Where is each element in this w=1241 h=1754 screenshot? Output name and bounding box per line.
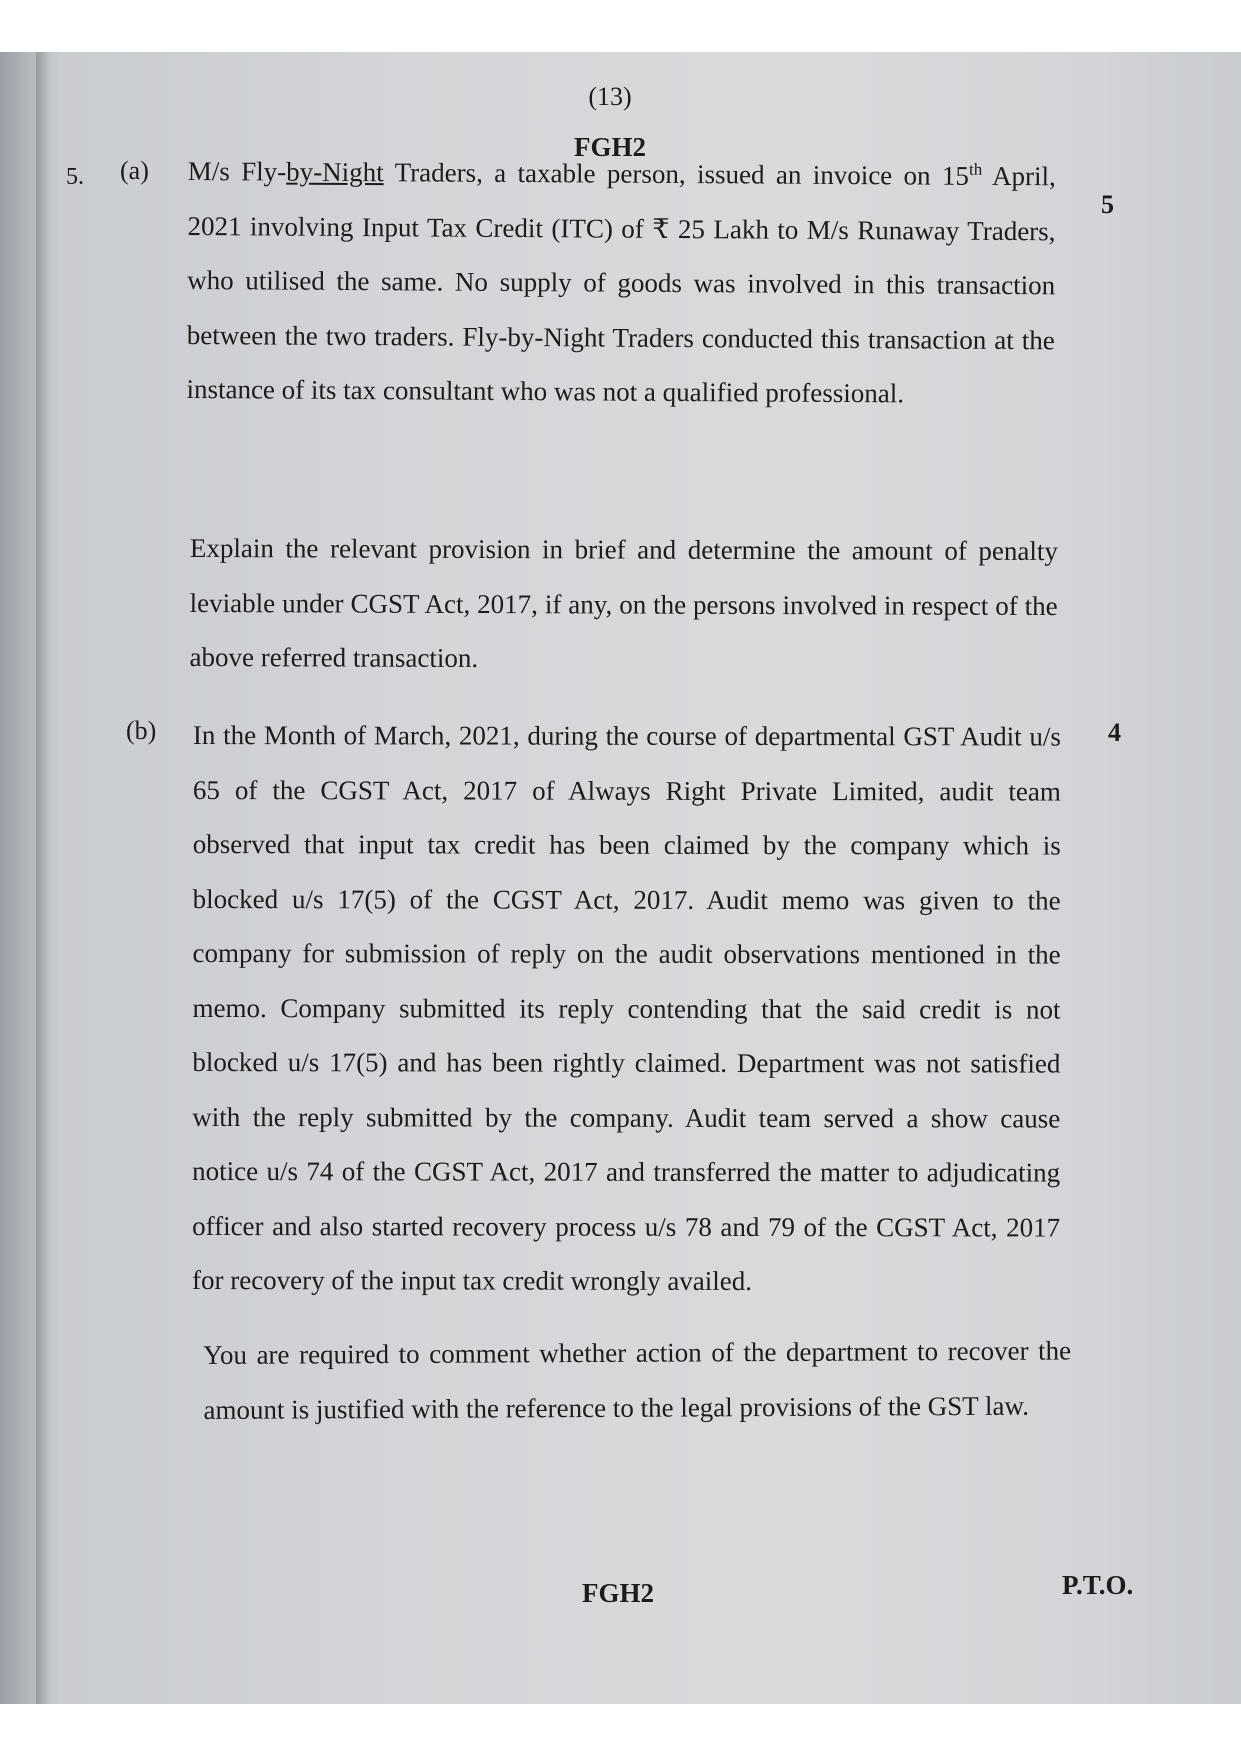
part-b-label: (b) [126,716,157,745]
part-b-paragraph-1: In the Month of March, 2021, during the course of departmental GST Audit u/s 65 of the CGST Act, 2017 of Always Right Private Limited, audit team observed that input tax credit has been claimed by the company which is blocked u/s 17(5) of the CGST Act, 2017. Audit memo was given to the company for submission of reply on the audit observations mentioned in the memo. Company submitted its reply contending that the said credit is not blocked u/s 17(5) and has been rightly claimed. Department was not satisfied with the reply submitted by the company. Audit team served a show cause notice u/s 74 of the CGST Act, 2017 and transferred the matter to adjudicating officer and also started recovery process u/s 78 and 79 of the CGST Act, 2017 for recovery of the input tax credit wrongly availed. [191,720,1061,1296]
part-a-paragraph-1: M/s Fly-by-Night Traders, a taxable person, issued an invoice on 15th April, 2021 involving Input Tax Credit (ITC) of ₹ 25 Lakh to M/s Runaway Traders, who utilised the same. No supply of goods was involved in this transaction between the two traders. Fly-by-Night Traders conducted this transaction at the instance of its tax consultant who was not a qualified professional. [186,155,1056,409]
part-b-paragraph-2: You are required to comment whether action of the department to recover the amount is justified with the reference to the legal provisions of the GST law. [203,1335,1072,1425]
underlined-text: by-Night [286,156,384,188]
paper-code-footer: FGH2 [582,1578,654,1608]
part-a-paragraph-2: Explain the relevant provision in brief and determine the amount of penalty leviable under CGST Act, 2017, if any, on the persons involved in respect of the above referred transaction. [189,532,1058,674]
part-a-marks: 5 [1101,190,1114,219]
part-b-marks: 4 [1108,718,1121,747]
scanned-page-photo [0,52,1241,1704]
please-turn-over: P.T.O. [1062,1570,1134,1600]
exam-page [0,52,1241,1704]
ordinal-suffix: th [968,159,983,179]
paper-code-header: FGH2 [574,132,646,162]
question-number: 5. [66,164,84,190]
page-number: (13) [588,82,632,111]
part-a-label: (a) [120,156,149,185]
